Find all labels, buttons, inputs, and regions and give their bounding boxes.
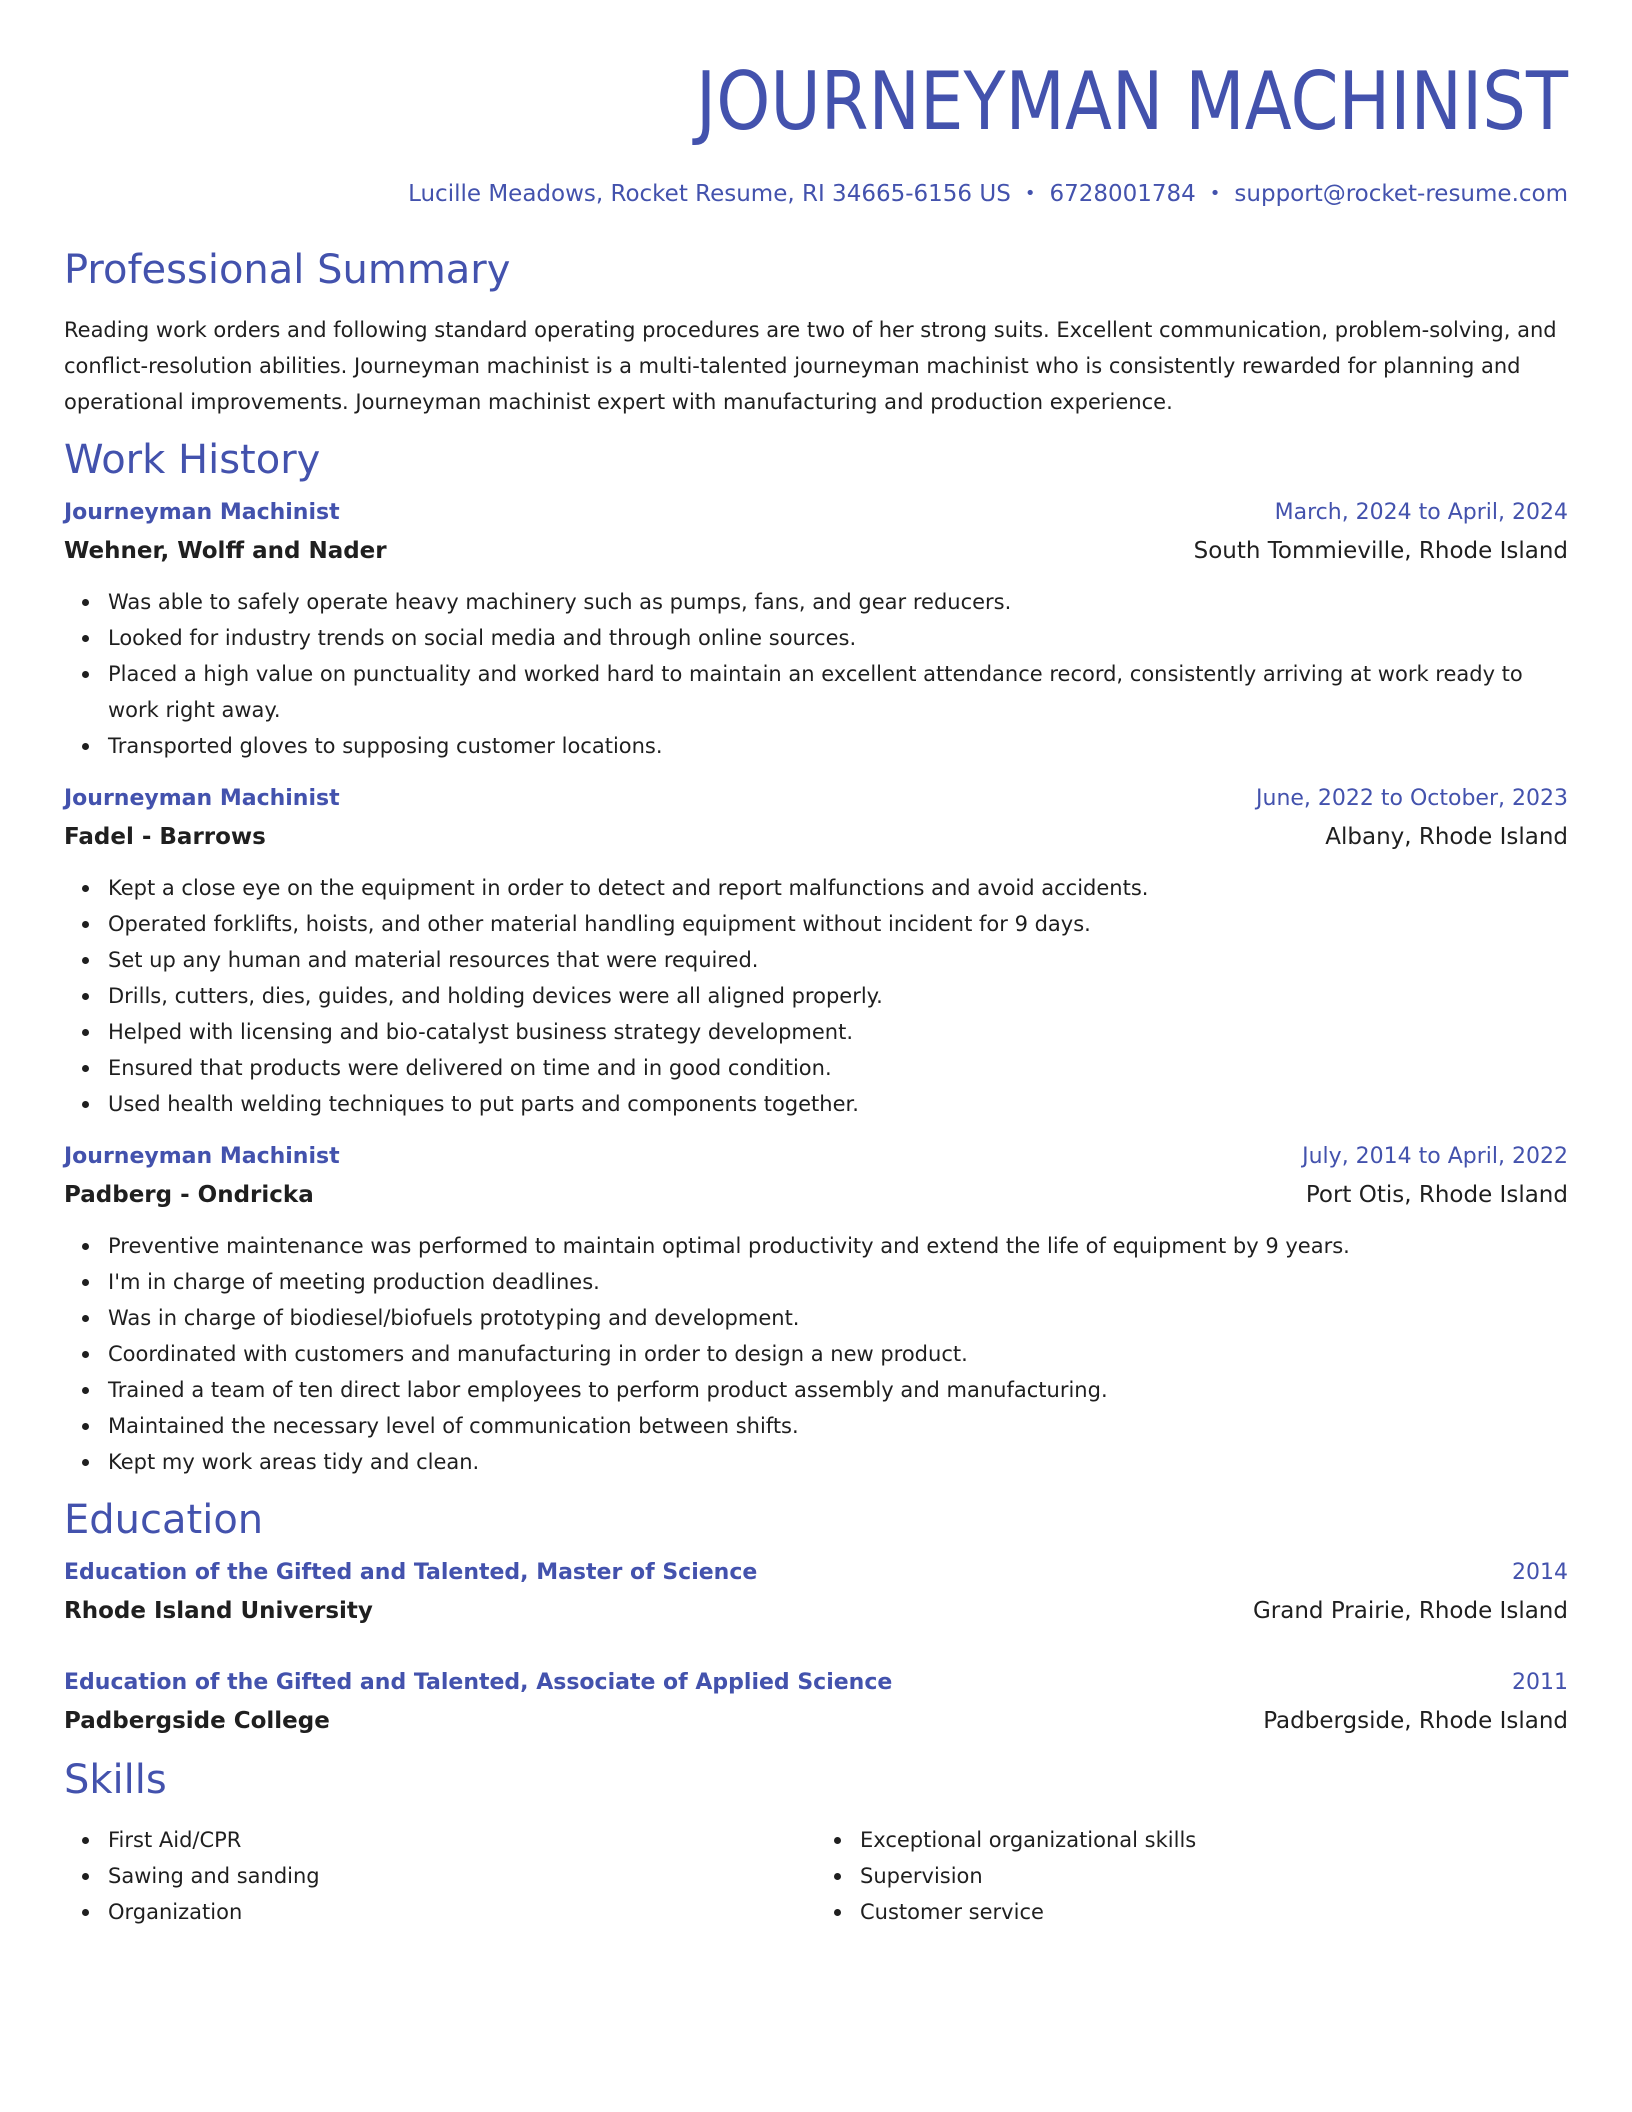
education-school: Rhode Island University [64,1598,373,1624]
job-company: Padberg - Ondricka [64,1182,314,1208]
job-dates: June, 2022 to October, 2023 [1256,786,1568,811]
resume-title: JOURNEYMAN MACHINIST [695,55,1568,148]
contact-email[interactable]: support@rocket-resume.com [1234,181,1568,207]
list-item: Operated forklifts, hoists, and other material handling equipment without incident for 9 days. [108,906,1568,942]
job-company-row [64,818,1568,856]
contact-address: Lucille Meadows, Rocket Resume, RI 34665-6156 US [408,181,1011,207]
job-bullets [64,584,1568,764]
list-item: Maintained the necessary level of communication between shifts. [108,1408,1568,1444]
education-location: Padbergside, Rhode Island [1263,1708,1568,1734]
list-item: Looked for industry trends on social media and through online sources. [108,620,1568,656]
job-entry [64,1138,1568,1480]
education-entry [64,1664,1568,1740]
education-degree: Education of the Gifted and Talented, Associate of Applied Science [64,1670,893,1695]
job-title: Journeyman Machinist [64,500,340,525]
list-item: Used health welding techniques to put parts and components together. [108,1086,1568,1122]
list-item: Ensured that products were delivered on time and in good condition. [108,1050,1568,1086]
list-item: Set up any human and material resources that were required. [108,942,1568,978]
job-location: Port Otis, Rhode Island [1305,1182,1568,1208]
job-company-row [64,1176,1568,1214]
list-item: Transported gloves to supposing customer locations. [108,728,1568,764]
education-location: Grand Prairie, Rhode Island [1252,1598,1568,1624]
education-degree: Education of the Gifted and Talented, Master of Science [64,1560,758,1585]
education-school-row [64,1592,1568,1630]
skill-item: Supervision [860,1858,1568,1894]
job-dates: July, 2014 to April, 2022 [1302,1144,1568,1169]
job-title-row [64,780,1568,818]
job-location: Albany, Rhode Island [1325,824,1568,850]
list-item: Coordinated with customers and manufacturing in order to design a new product. [108,1336,1568,1372]
education-year: 2014 [1512,1560,1568,1585]
education-year: 2011 [1512,1670,1568,1695]
list-item: Kept a close eye on the equipment in order to detect and report malfunctions and avoid accidents. [108,870,1568,906]
job-location: South Tommieville, Rhode Island [1193,538,1568,564]
contact-separator: • [1024,183,1036,204]
skills-grid [64,1822,1568,1930]
work-history-heading: Work History [64,437,321,483]
education-entry [64,1554,1568,1630]
job-company: Fadel - Barrows [64,824,266,850]
skills-heading: Skills [64,1757,167,1803]
job-bullets [64,870,1568,1122]
job-title-row [64,494,1568,532]
skill-item: Customer service [860,1894,1568,1930]
job-dates: March, 2024 to April, 2024 [1274,500,1568,525]
summary-heading: Professional Summary [64,247,511,293]
job-title: Journeyman Machinist [64,786,340,811]
list-item: Helped with licensing and bio-catalyst business strategy development. [108,1014,1568,1050]
job-company-row [64,532,1568,570]
job-company: Wehner, Wolff and Nader [64,538,387,564]
list-item: Was able to safely operate heavy machinery such as pumps, fans, and gear reducers. [108,584,1568,620]
education-heading: Education [64,1497,264,1543]
list-item: Placed a high value on punctuality and worked hard to maintain an excellent attendance record, consistently arriving at work ready to work right away. [108,656,1568,728]
summary-section [64,244,1568,420]
job-title: Journeyman Machinist [64,1144,340,1169]
list-item: I'm in charge of meeting production deadlines. [108,1264,1568,1300]
contact-phone: 6728001784 [1049,181,1196,207]
skill-item: First Aid/CPR [108,1822,816,1858]
list-item: Drills, cutters, dies, guides, and holding devices were all aligned properly. [108,978,1568,1014]
education-section [64,1494,1568,1740]
contact-line [64,178,1568,210]
summary-text: Reading work orders and following standard operating procedures are two of her strong suits. Excellent communication, problem-solving, and conflict-resolution abilities. Journeyman machinist is a multi-talented journeyman machinist who is consistently rewarded for planning and operational improvements. Journeyman machinist expert with manufacturing and production experience. [64,318,1557,414]
contact-separator: • [1209,183,1221,204]
job-entry [64,494,1568,764]
education-school: Padbergside College [64,1708,330,1734]
skill-item: Organization [108,1894,816,1930]
skills-list-left [64,1822,816,1930]
list-item: Kept my work areas tidy and clean. [108,1444,1568,1480]
list-item: Was in charge of biodiesel/biofuels prototyping and development. [108,1300,1568,1336]
skills-section [64,1754,1568,1930]
list-item: Preventive maintenance was performed to maintain optimal productivity and extend the life of equipment by 9 years. [108,1228,1568,1264]
education-degree-row [64,1554,1568,1592]
job-entry [64,780,1568,1122]
education-degree-row [64,1664,1568,1702]
education-school-row [64,1702,1568,1740]
job-bullets [64,1228,1568,1480]
skill-item: Exceptional organizational skills [860,1822,1568,1858]
skill-item: Sawing and sanding [108,1858,816,1894]
list-item: Trained a team of ten direct labor employees to perform product assembly and manufacturing. [108,1372,1568,1408]
job-title-row [64,1138,1568,1176]
work-history-section [64,434,1568,1480]
skills-list-right [816,1822,1568,1930]
